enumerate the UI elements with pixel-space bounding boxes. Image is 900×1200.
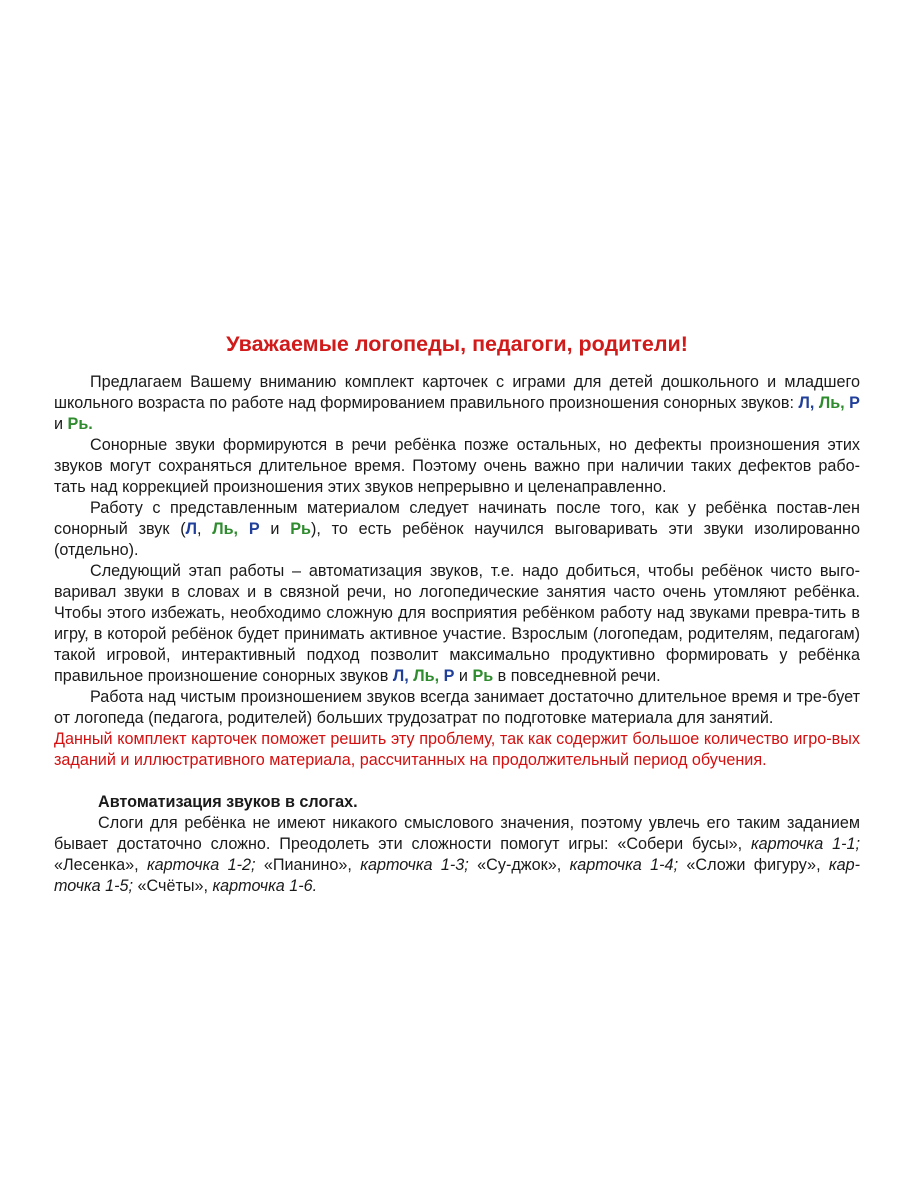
- paragraph-start-work: Работу с представленным материалом следует начинать после того, как у ребёнка постав-лен сонорный звук (Л, Ль, Р и Рь), то есть ребёнок научился выговаривать эти звуки изолированно (отдельно).: [54, 499, 861, 559]
- conjunction-and: и: [458, 667, 468, 685]
- paragraph-automation-text-b: в повседневной речи.: [493, 667, 661, 685]
- game-card: кар-точка 1-5;: [54, 856, 860, 895]
- game-name: «Пианино»,: [263, 856, 352, 874]
- sound-l-soft: Ль,: [413, 667, 440, 685]
- game-name: «Сложи фигуру»,: [686, 856, 821, 874]
- game-card: карточка 1-3;: [360, 856, 469, 874]
- sound-r: Р: [849, 394, 860, 412]
- paragraph-automation-text-a: Следующий этап работы – автоматизация звуков, т.е. надо добиться, чтобы ребёнок чисто выго-варивал звуки в словах и в связной речи, но логопедические занятия часто очень утомляют ребёнка. Чтобы этого избежать, необходимо сложную для восприятия ребёнком работу над звуками превра-тить в игру, в которой ребёнок будет принимать активное участие. Взрослым (логопедам, родителям, педагогам) такой игровой, интерактивный подход позволит максимально продуктивно формировать у ребёнка правильное произношение сонорных звуков: [54, 562, 860, 685]
- sound-l-soft: Ль,: [212, 520, 239, 538]
- conjunction-and: и: [54, 415, 64, 433]
- paragraph-intro: [54, 372, 860, 435]
- sound-l: Л: [185, 520, 197, 538]
- paragraph-sonorant: Сонорные звуки формируются в речи ребёнка позже остальных, но дефекты произношения этих звуков могут сохраняться длительное время. Поэтому очень важно при наличии таких дефектов рабо-тать над коррекцией произношения этих звуков непрерывно и целенаправленно.: [54, 436, 860, 496]
- game-name: «Су-джок»,: [477, 856, 562, 874]
- paragraph-start-work-text-b: ), то есть ребёнок научился выговаривать эти звуки изолированно (отдельно).: [54, 520, 861, 559]
- paragraph-automation: [54, 561, 860, 687]
- sound-r-soft: Рь.: [67, 415, 93, 433]
- sound-l: Л,: [392, 667, 409, 685]
- game-name: «Лесенка»,: [54, 856, 139, 874]
- game-card: карточка 1-4;: [569, 856, 679, 874]
- sound-r: Р: [443, 667, 455, 685]
- paragraph-syllables: [54, 813, 860, 897]
- sound-l: Л,: [798, 394, 815, 412]
- game-card: карточка 1-6.: [212, 877, 318, 895]
- paragraph-effort: Работа над чистым произношением звуков всегда занимает достаточно длительное время и тре-бует от логопеда (педагога, родителей) больших трудозатрат по подготовке материала для занятий.: [54, 688, 860, 727]
- sound-l-soft: Ль,: [818, 394, 845, 412]
- paragraph-syllables-intro: Слоги для ребёнка не имеют никакого смыслового значения, поэтому увлечь его таким заданием бывает достаточно сложно. Преодолеть эти сложности помогут игры:: [54, 814, 860, 853]
- sound-r-soft: Рь: [472, 667, 494, 685]
- document-page: [54, 330, 860, 897]
- paragraph-intro-text: Предлагаем Вашему вниманию комплект карточек с играми для детей дошкольного и младшего школьного возраста по работе над формированием правильного произношения сонорных звуков:: [54, 373, 860, 412]
- paragraph-start-work-text-a: Работу с представленным материалом следует начинать после того, как у ребёнка постав-лен сонорный звук (: [54, 499, 860, 538]
- game-name: «Счёты»,: [137, 877, 208, 895]
- page-title: Уважаемые логопеды, педагоги, родители!: [226, 332, 688, 356]
- game-card: карточка 1-2;: [146, 856, 256, 874]
- section-heading: Автоматизация звуков в слогах.: [98, 793, 358, 811]
- game-name: «Собери бусы»,: [617, 835, 743, 853]
- sound-r: Р: [248, 520, 260, 538]
- game-card: карточка 1-1;: [750, 835, 860, 853]
- paragraph-effort-highlight: Данный комплект карточек поможет решить эту проблему, так как содержит большое количество игро-вых заданий и иллюстративного материала, рассчитанных на продолжительный период обучения.: [54, 730, 860, 769]
- sound-r-soft: Рь: [290, 520, 311, 538]
- conjunction-and: и: [270, 520, 280, 538]
